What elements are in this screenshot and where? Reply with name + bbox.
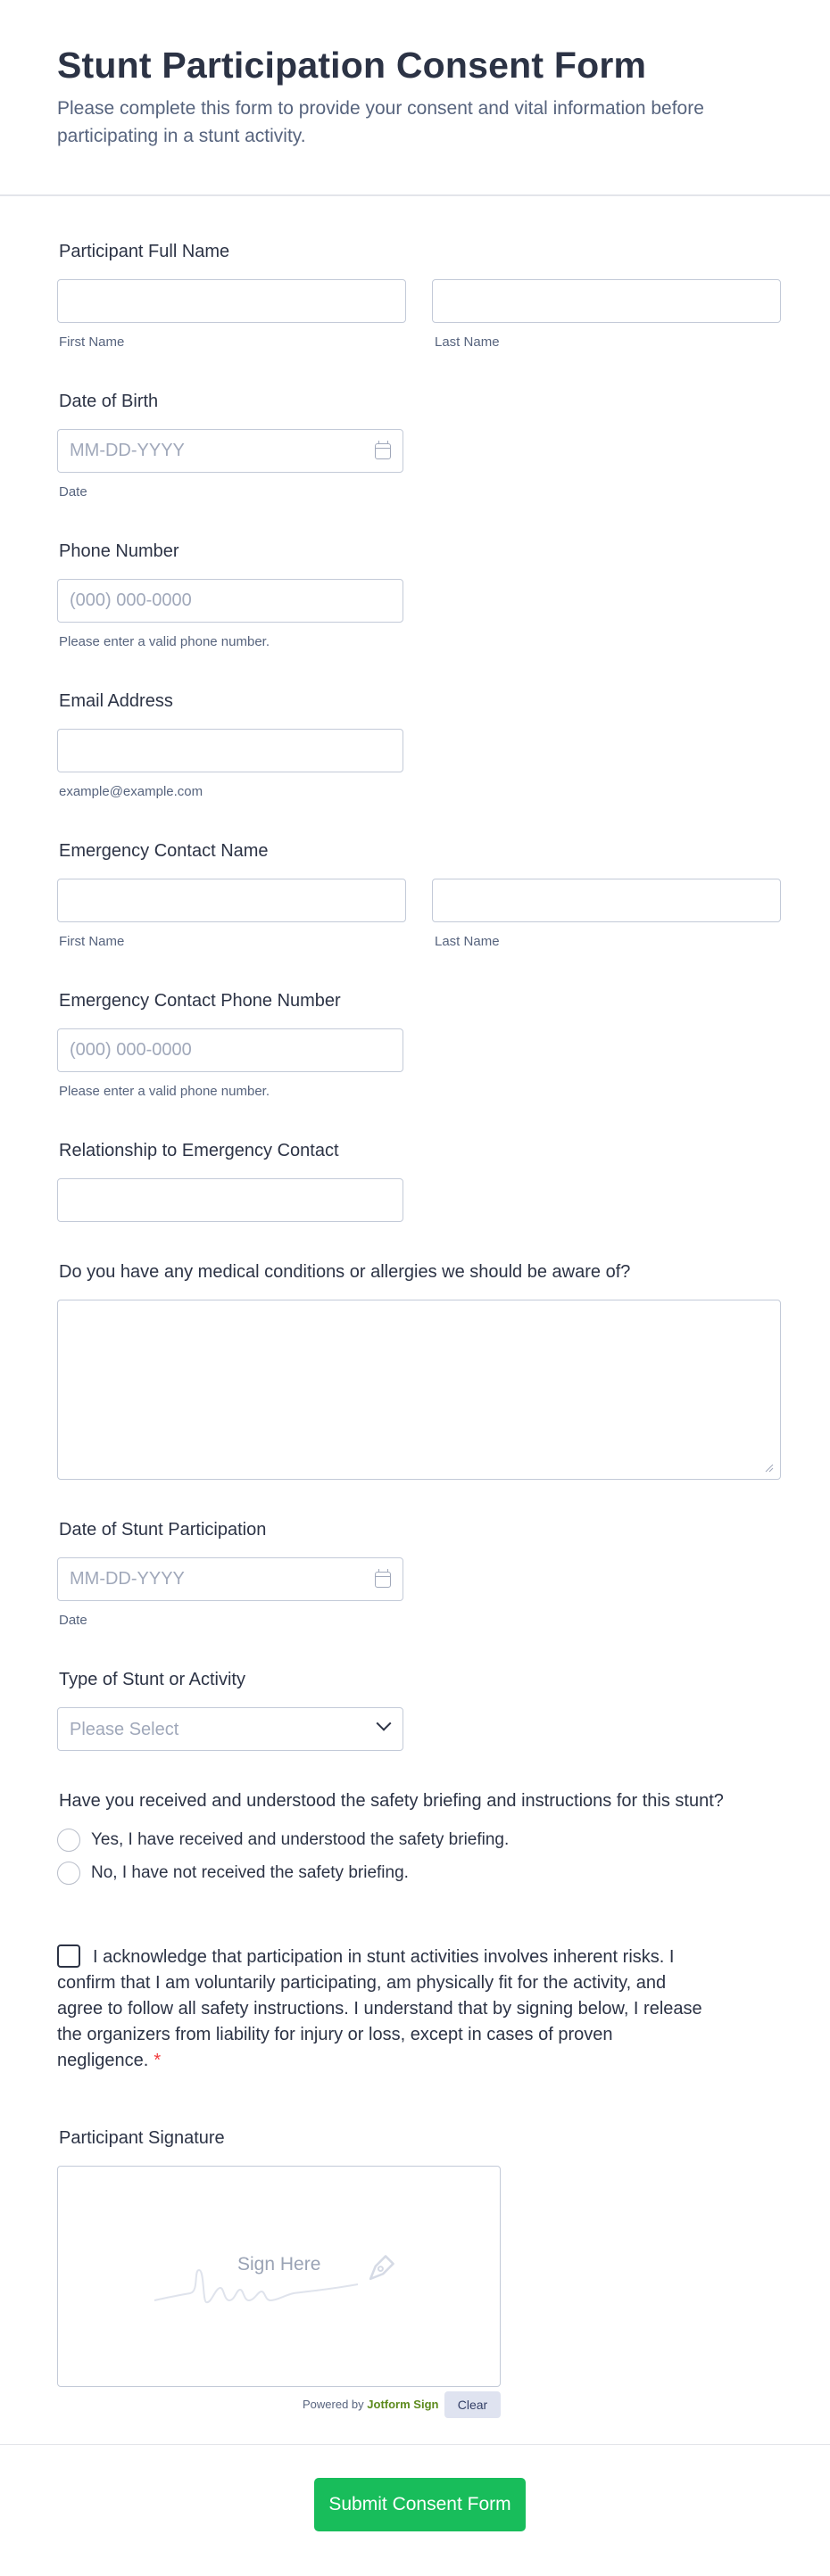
dob-sublabel: Date [59,484,87,500]
briefing-label: Have you received and understood the safety briefing and instructions for this stunt? [59,1791,724,1811]
emergency-last-name-input[interactable] [432,879,781,922]
participant-name-label: Participant Full Name [59,242,230,261]
emergency-phone-label: Emergency Contact Phone Number [59,991,341,1011]
stunt-type-label: Type of Stunt or Activity [59,1670,245,1689]
emergency-last-name-sublabel: Last Name [435,934,500,949]
required-mark: * [154,2051,162,2070]
calendar-icon[interactable] [375,1572,391,1588]
consent-text [57,1944,709,2074]
emergency-first-name-sublabel: First Name [59,934,125,949]
stunt-date-input[interactable] [57,1557,403,1601]
stunt-date-sublabel: Date [59,1613,87,1628]
medical-label: Do you have any medical conditions or allergies we should be aware of? [59,1262,631,1282]
form-header [0,0,830,196]
form-title: Stunt Participation Consent Form [57,45,647,86]
dob-input[interactable] [57,429,403,473]
emergency-first-name-input[interactable] [57,879,406,922]
phone-label: Phone Number [59,541,179,561]
powered-brand: Jotform Sign [367,2398,439,2411]
medical-textarea[interactable] [57,1300,781,1480]
clear-signature-button[interactable]: Clear [444,2391,501,2418]
phone-input[interactable] [57,579,403,623]
signature-pad[interactable] [57,2166,501,2387]
relationship-input[interactable] [57,1178,403,1222]
participant-first-name-input[interactable] [57,279,406,323]
powered-by [303,2398,438,2411]
briefing-option-label: Yes, I have received and understood the safety briefing. [91,1830,510,1849]
stunt-date-label: Date of Stunt Participation [59,1520,267,1540]
email-label: Email Address [59,691,173,711]
participant-last-name-input[interactable] [432,279,781,323]
submit-button[interactable]: Submit Consent Form [314,2478,526,2531]
phone-sublabel: Please enter a valid phone number. [59,634,270,649]
dob-label: Date of Birth [59,392,159,411]
powered-prefix: Powered by [303,2398,364,2411]
signature-placeholder: Sign Here [237,2254,321,2275]
emergency-phone-sublabel: Please enter a valid phone number. [59,1084,270,1099]
emergency-phone-input[interactable] [57,1028,403,1072]
pen-nib-icon [361,2252,397,2288]
email-input[interactable] [57,729,403,772]
stunt-type-select[interactable] [57,1707,403,1751]
email-sublabel: example@example.com [59,784,203,799]
relationship-label: Relationship to Emergency Contact [59,1141,339,1160]
stunt-type-selected: Please Select [70,1720,179,1739]
form-subtitle: Please complete this form to provide your consent and vital information before participating in a stunt activity. [57,98,704,146]
calendar-icon[interactable] [375,443,391,459]
consent-statement: I acknowledge that participation in stunt activities involves inherent risks. I confirm that I am voluntarily participating, am physically fit for the activity, and agree to follow all safety instructions. I understand that by signing below, I release the organizers from liability for injury or loss, except in cases of proven negligence. [57,1947,702,2070]
chevron-down-icon [377,1716,392,1731]
radio-button[interactable] [57,1829,80,1852]
resize-grip-icon[interactable] [765,1464,774,1473]
signature-label: Participant Signature [59,2128,225,2148]
briefing-option-label: No, I have not received the safety briefing. [91,1863,409,1882]
participant-last-name-sublabel: Last Name [435,334,500,350]
emergency-name-label: Emergency Contact Name [59,841,269,861]
radio-button[interactable] [57,1862,80,1885]
participant-first-name-sublabel: First Name [59,334,125,350]
